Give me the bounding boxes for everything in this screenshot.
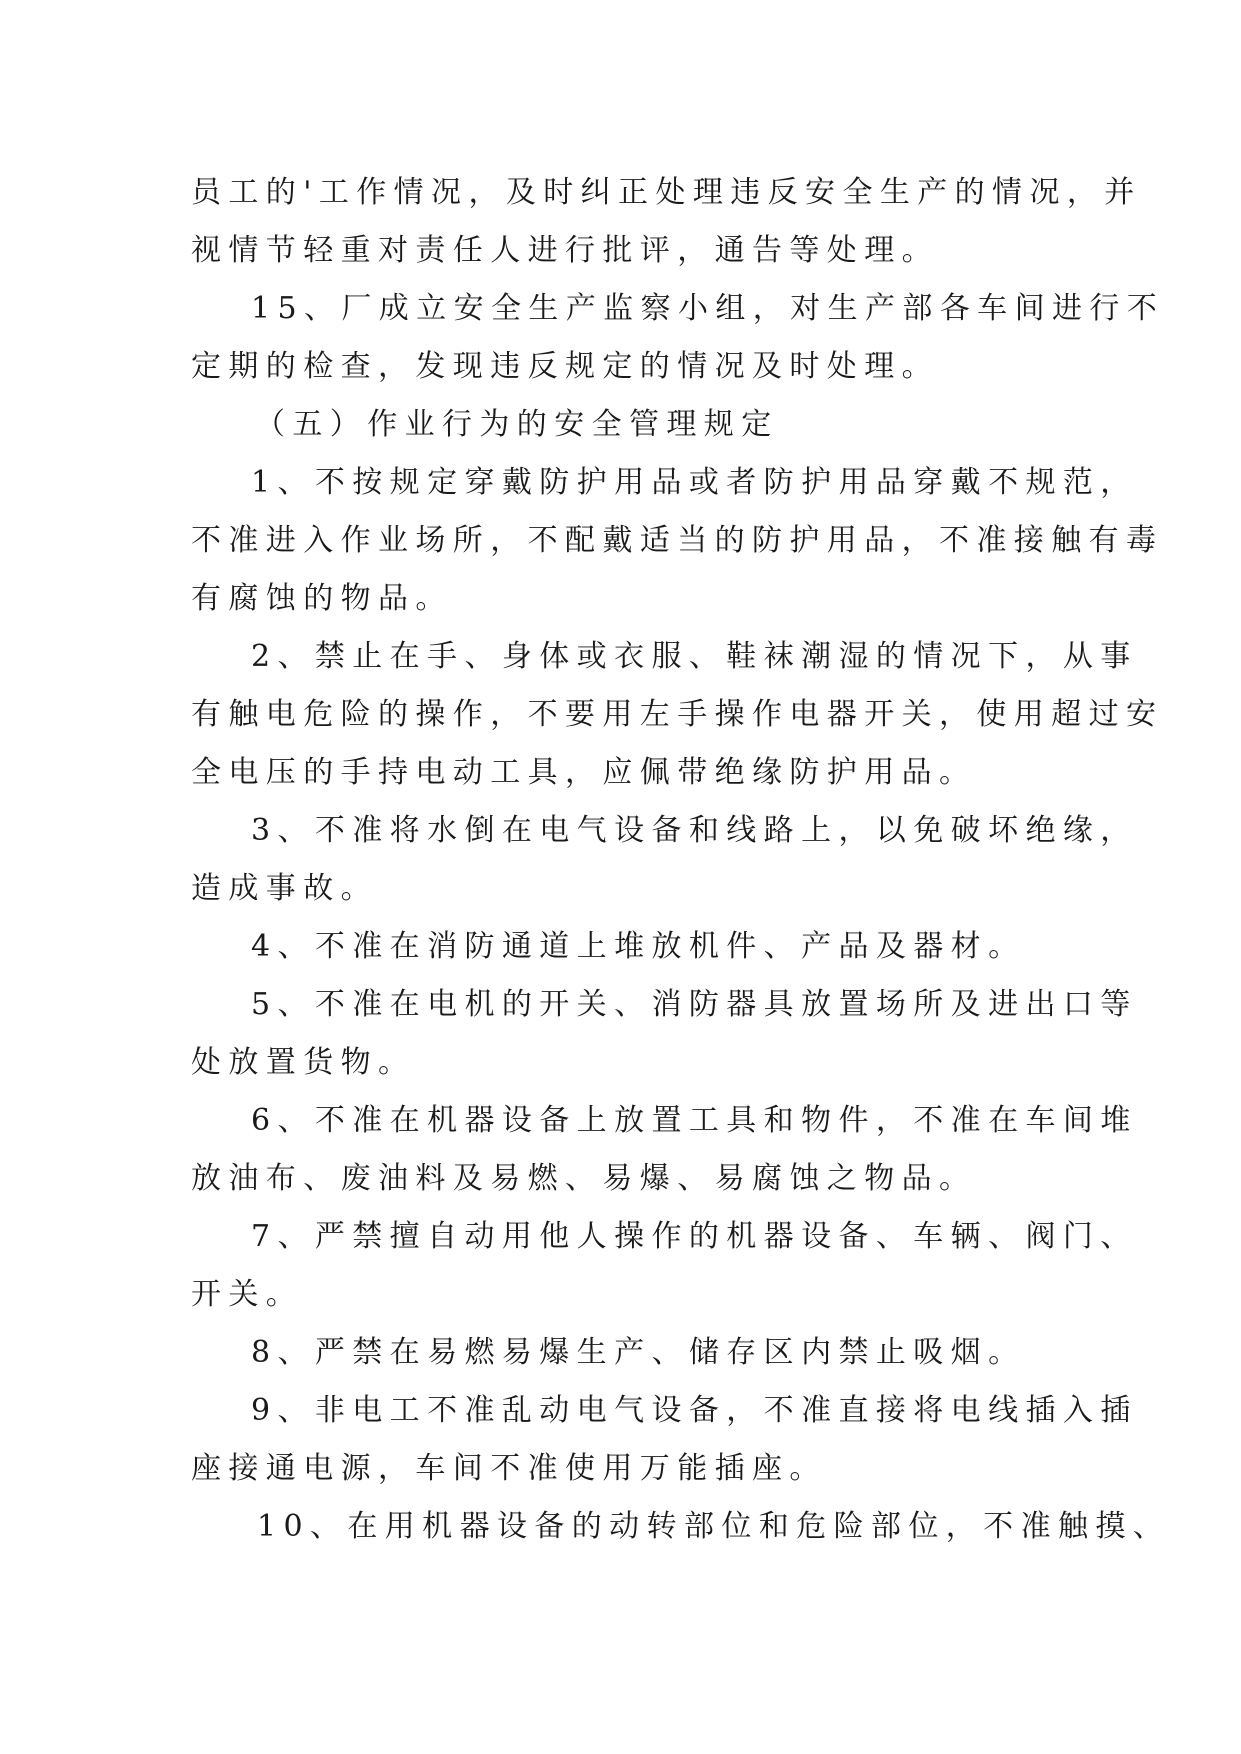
- paragraph-line: 2、禁止在手、身体或衣服、鞋袜潮湿的情况下，从事: [251, 639, 1138, 674]
- paragraph-line: 座接通电源，车间不准使用万能插座。: [191, 1451, 827, 1486]
- paragraph-line: 1、不按规定穿戴防护用品或者防护用品穿戴不规范，: [251, 465, 1138, 500]
- paragraph-line: 造成事故。: [191, 871, 378, 906]
- paragraph-line: 15、厂成立安全生产监察小组，对生产部各车间进行不: [251, 291, 1165, 326]
- section-heading: （五）作业行为的安全管理规定: [255, 407, 779, 442]
- paragraph-line: 3、不准将水倒在电气设备和线路上，以免破坏绝缘，: [251, 813, 1138, 848]
- paragraph-line: 6、不准在机器设备上放置工具和物件，不准在车间堆: [251, 1103, 1138, 1138]
- paragraph-line: 定期的检查，发现违反规定的情况及时处理。: [191, 349, 939, 384]
- paragraph-line: 视情节轻重对责任人进行批评，通告等处理。: [191, 233, 939, 268]
- paragraph-line: 员工的'工作情况，及时纠正处理违反安全生产的情况，并: [191, 175, 1142, 210]
- paragraph-line: 8、严禁在易燃易爆生产、储存区内禁止吸烟。: [251, 1335, 1026, 1370]
- document-body: [191, 164, 1171, 1556]
- paragraph-line: 开关。: [191, 1277, 304, 1312]
- paragraph-line: 9、非电工不准乱动电气设备，不准直接将电线插入插: [251, 1393, 1138, 1428]
- paragraph-line: 全电压的手持电动工具，应佩带绝缘防护用品。: [191, 755, 977, 790]
- paragraph-line: 有腐蚀的物品。: [191, 581, 453, 616]
- paragraph-line: 放油布、废油料及易燃、易爆、易腐蚀之物品。: [191, 1161, 977, 1196]
- paragraph-line: 10、在用机器设备的动转部位和危险部位，不准触摸、: [257, 1509, 1171, 1544]
- paragraph-line: 处放置货物。: [191, 1045, 416, 1080]
- paragraph-line: 4、不准在消防通道上堆放机件、产品及器材。: [251, 929, 1026, 964]
- paragraph-line: 不准进入作业场所，不配戴适当的防护用品，不准接触有毒: [191, 523, 1164, 558]
- paragraph-line: 7、严禁擅自动用他人操作的机器设备、车辆、阀门、: [251, 1219, 1138, 1254]
- paragraph-line: 有触电危险的操作，不要用左手操作电器开关，使用超过安: [191, 697, 1164, 732]
- paragraph-line: 5、不准在电机的开关、消防器具放置场所及进出口等: [251, 987, 1138, 1022]
